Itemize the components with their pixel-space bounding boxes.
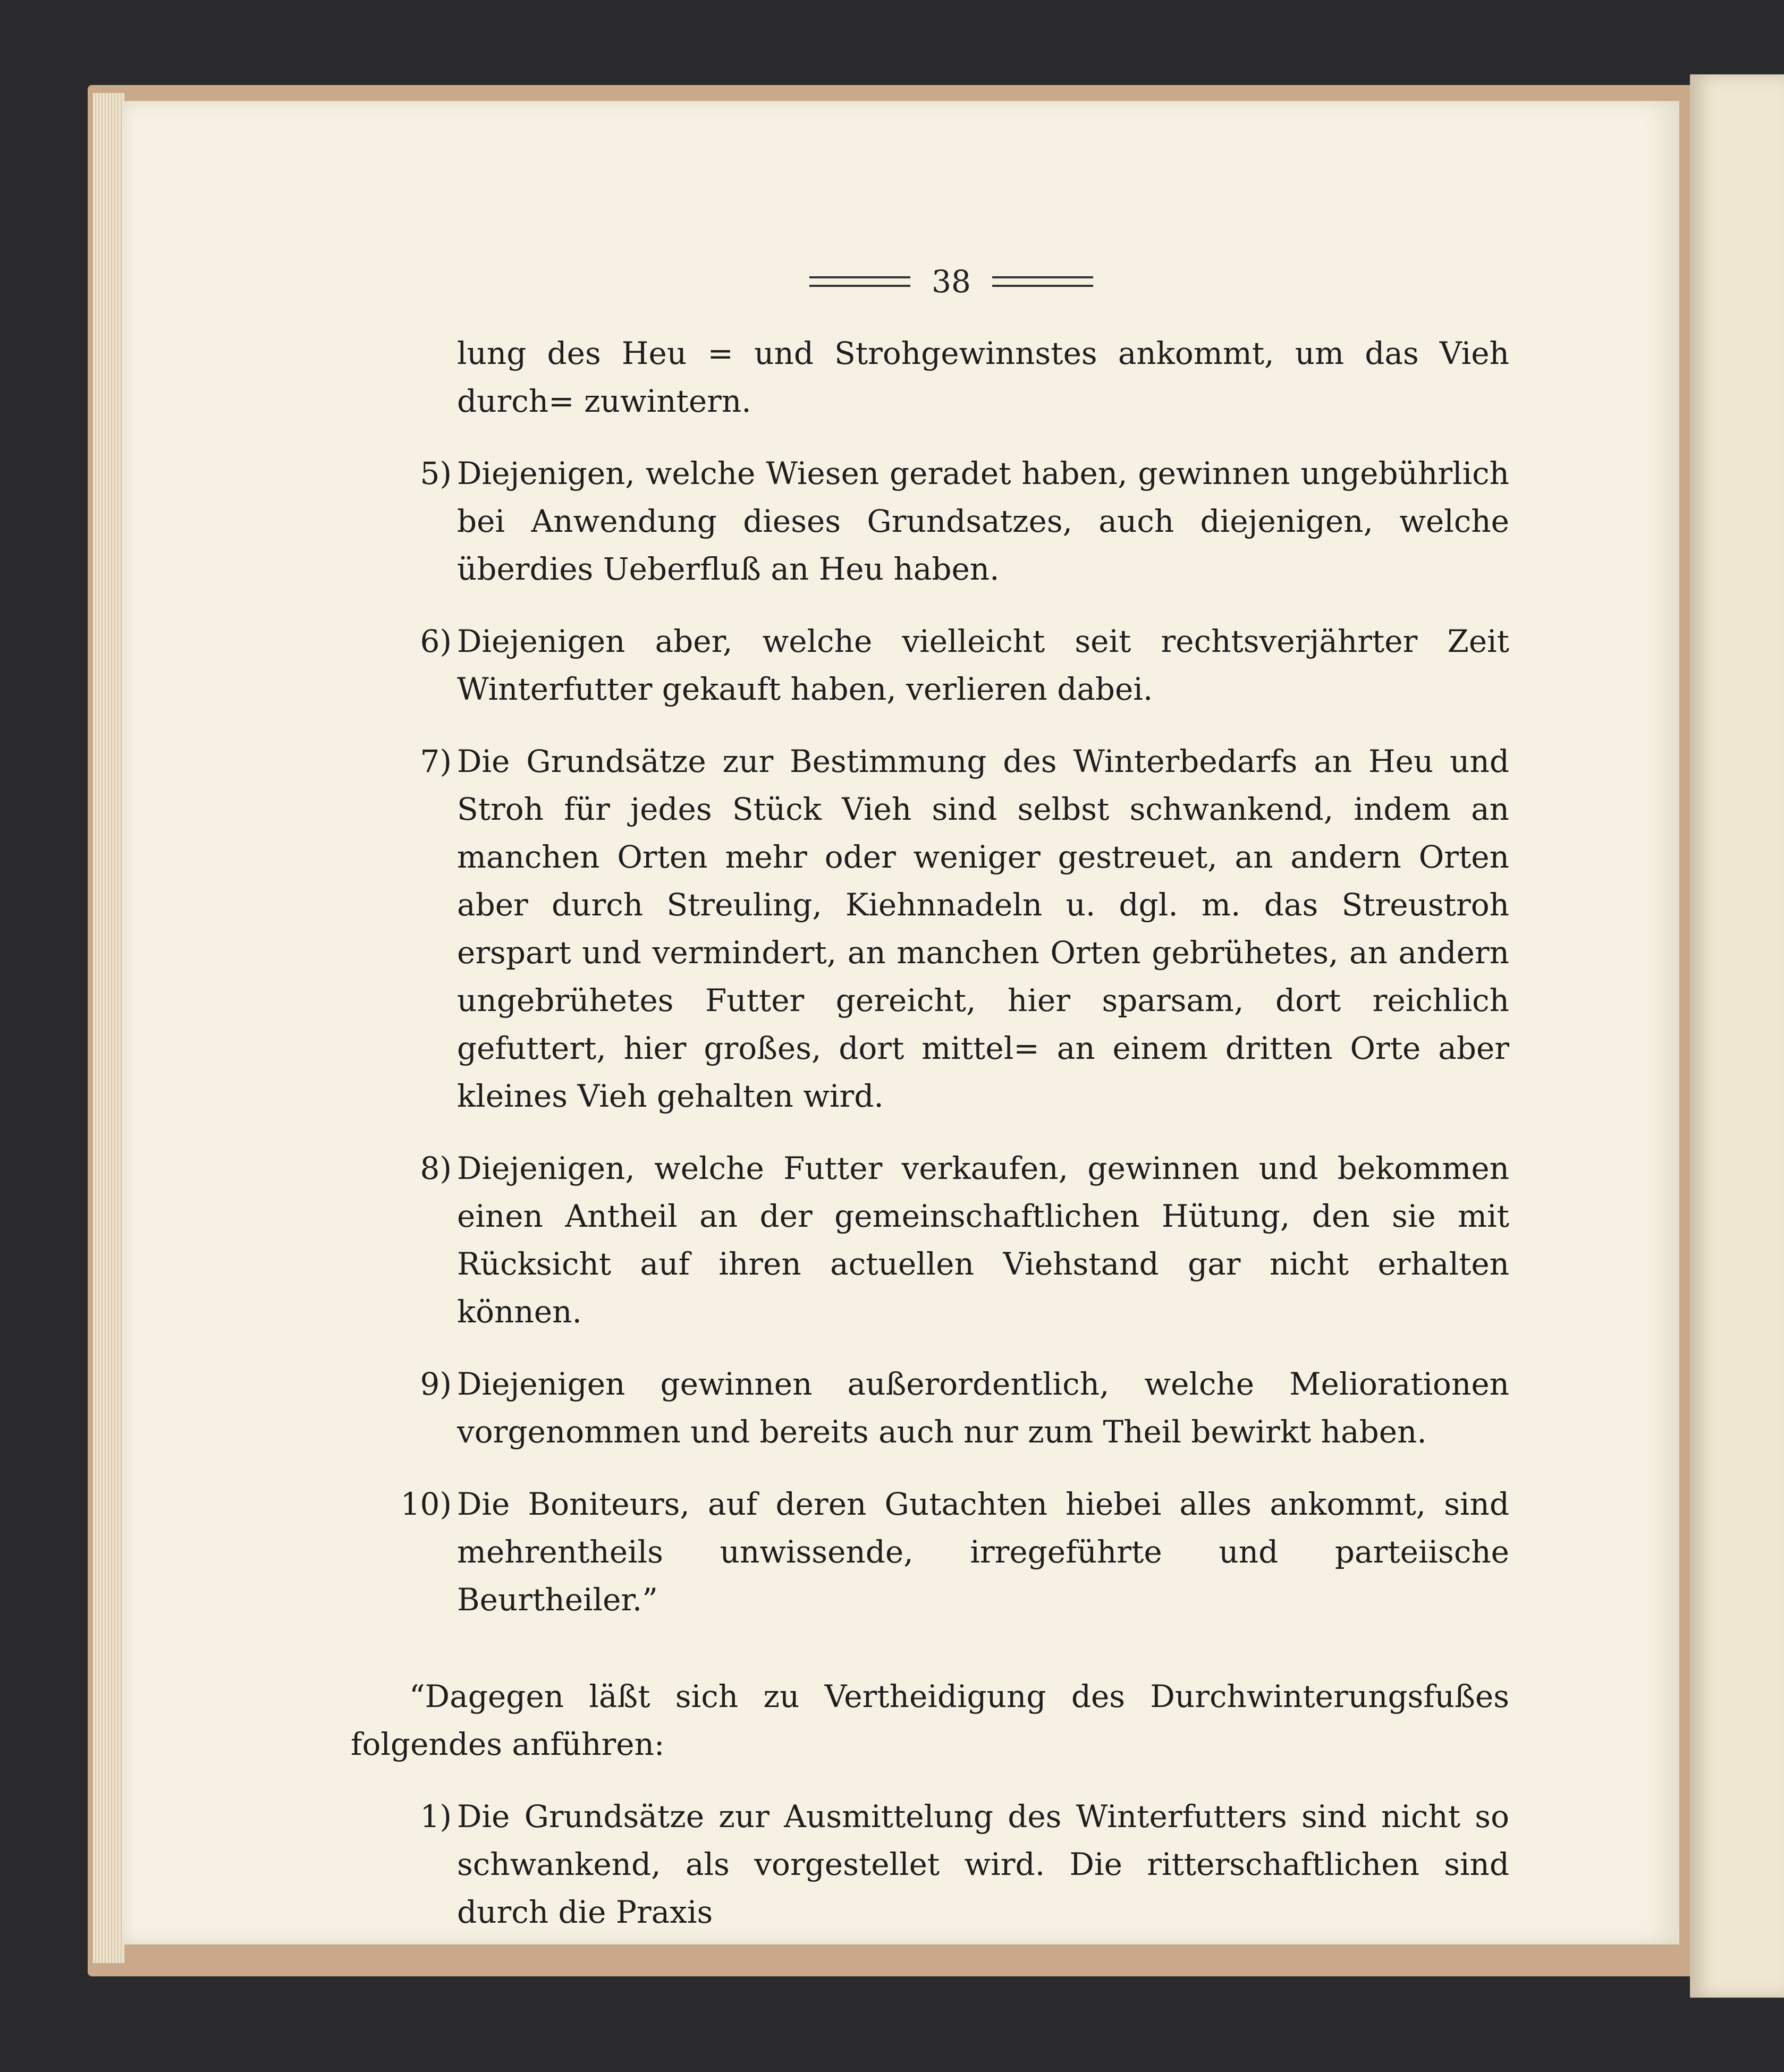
spacer [404,593,1509,617]
item-number: 7) [420,743,452,779]
item-text: Diejenigen gewinnen außerordentlich, welche Meliorationen vorgenommen und bereits auch nur zum Theil bewirkt haben. [457,1366,1509,1450]
opening-text [404,329,1509,425]
item-text: Die Boniteurs, auf deren Gutachten hiebei alles ankommt, sind mehrentheils unwissende, irregeführte und parteiische Beurtheiler.” [457,1486,1509,1618]
item-text: Diejenigen, welche Futter verkaufen, gewinnen und bekommen einen Antheil an der gemeinschaftlichen Hütung, den sie mit Rücksicht auf ihren actuellen Viehstand gar nicht erhalten können. [457,1150,1509,1330]
header-rule-left [809,276,910,287]
header-rule-right [992,276,1093,287]
spacer [404,1336,1509,1360]
list-item [400,1480,1509,1624]
page-body [351,329,1509,1936]
spacer [404,713,1509,737]
list-item [404,1144,1509,1336]
item-number: 5) [420,455,452,491]
spacer [404,1120,1509,1144]
spacer [404,1648,1509,1672]
spacer [404,1624,1509,1648]
item-number: 8) [420,1150,452,1186]
item-number: 10) [400,1486,452,1522]
item-text: Die Grundsätze zur Bestimmung des Winterbedarfs an Heu und Stroh für jedes Stück Vieh sind selbst schwankend, indem an manchen Orten mehr oder weniger gestreuet, an andern Orten aber durch Streuling, Kiehnnadeln u. dgl. m. das Streustroh erspart und vermindert, an manchen Orten gebrühetes, an andern ungebrühetes Futter gereicht, hier sparsam, dort reichlich gefuttert, hier großes, dort mittel= an einem dritten Orte aber kleines Vieh gehalten wird. [457,743,1509,1114]
spacer [404,1768,1509,1793]
list-item [404,737,1509,1120]
page-header [787,266,1116,298]
item-text: Die Grundsätze zur Ausmittelung des Winterfutters sind nicht so schwankend, als vorgestellet wird. Die ritterschaftlichen sind durch die Praxis [457,1798,1509,1930]
spacer [404,1456,1509,1480]
page-number: 38 [932,264,971,300]
opening-text-content: lung des Heu = und Strohgewinnstes ankommt, um das Vieh durch= zuwintern. [457,335,1509,419]
item-text: Diejenigen, welche Wiesen geradet haben, gewinnen ungebührlich bei Anwendung dieses Grundsatzes, auch diejenigen, welche überdies Ueberfluß an Heu haben. [457,455,1509,587]
list-item [404,1793,1509,1936]
closing-paragraph: “Dagegen läßt sich zu Vertheidigung des Durchwinterungsfußes folgendes anführen: [351,1678,1509,1762]
list-item [404,617,1509,713]
item-number: 9) [420,1366,452,1402]
list-item [404,449,1509,593]
page-stack-edge [93,93,125,1963]
item-number: 1) [420,1798,452,1835]
facing-page-edge [1690,74,1784,1998]
list-item [404,1360,1509,1456]
item-text: Diejenigen aber, welche vielleicht seit rechtsverjährter Zeit Winterfutter gekauft haben, verlieren dabei. [457,623,1509,707]
spacer [404,425,1509,449]
item-number: 6) [420,623,452,659]
